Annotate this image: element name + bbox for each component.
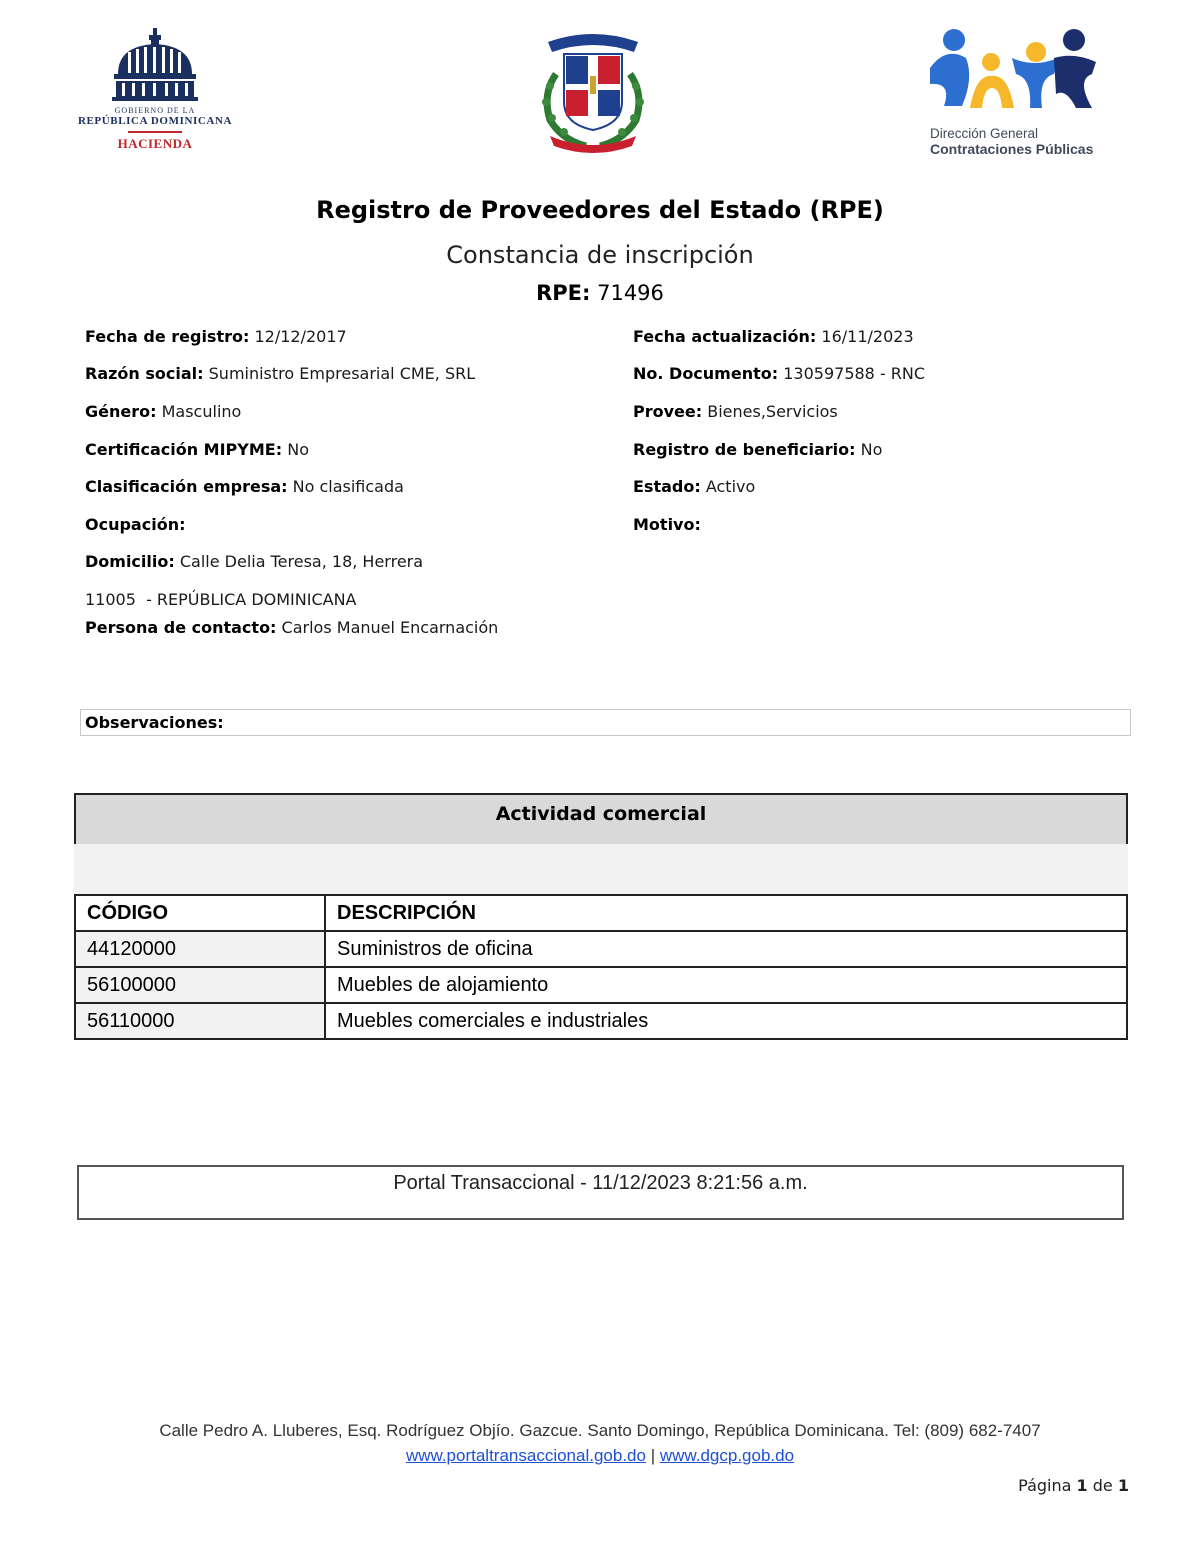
portal-link[interactable]: www.portaltransaccional.gob.do (405, 1446, 646, 1465)
cell-description: Muebles de alojamiento (325, 967, 1127, 1003)
dgcp-logo-line2: Contrataciones Públicas (930, 141, 1094, 157)
coat-of-arms-logo (528, 24, 658, 156)
field-label: Provee: (633, 402, 703, 421)
field-value: 130597588 - RNC (783, 364, 926, 383)
field-label: Domicilio: (85, 552, 175, 571)
field-registro-beneficiario (633, 440, 882, 459)
hacienda-logo-line1: GOBIERNO DE LA (114, 106, 196, 115)
page-label: Página (1018, 1476, 1072, 1495)
field-motivo (633, 515, 701, 534)
coat-of-arms-icon (528, 24, 658, 156)
column-header-descripcion: DESCRIPCIÓN (325, 895, 1127, 931)
field-domicilio-line2: 11005 - REPÚBLICA DOMINICANA (85, 590, 357, 609)
rpe-label: RPE: (536, 281, 591, 305)
field-certificacion-mipyme (85, 440, 309, 459)
field-value: No clasificada (292, 477, 404, 496)
hacienda-divider (128, 131, 182, 133)
field-fecha-actualizacion (633, 327, 914, 346)
cell-description: Suministros de oficina (325, 931, 1127, 967)
footer-links (0, 1446, 1200, 1466)
field-value: No (860, 440, 883, 459)
hacienda-logo-line3: HACIENDA (117, 136, 193, 151)
observations-label: Observaciones: (85, 713, 224, 732)
column-header-codigo: CÓDIGO (75, 895, 325, 931)
field-ocupacion (85, 515, 185, 534)
field-value: Carlos Manuel Encarnación (281, 618, 499, 637)
field-label: Certificación MIPYME: (85, 440, 283, 459)
field-label: Persona de contacto: (85, 618, 277, 637)
page-of: de (1092, 1476, 1113, 1495)
field-genero (85, 402, 241, 421)
cell-description: Muebles comerciales e industriales (325, 1003, 1127, 1039)
cell-code: 44120000 (75, 931, 325, 967)
field-label: Ocupación: (85, 515, 186, 534)
link-separator: | (650, 1446, 656, 1465)
field-razon-social (85, 364, 475, 383)
field-value: Calle Delia Teresa, 18, Herrera (179, 552, 424, 571)
field-label: Fecha de registro: (85, 327, 250, 346)
dgcp-link[interactable]: www.dgcp.gob.do (659, 1446, 795, 1465)
table-header-row (75, 895, 1127, 931)
field-clasificacion-empresa (85, 477, 404, 496)
cell-code: 56100000 (75, 967, 325, 1003)
field-persona-contacto (85, 618, 498, 637)
field-no-documento (633, 364, 925, 383)
field-label: Razón social: (85, 364, 204, 383)
field-label: Género: (85, 402, 157, 421)
document-title: Registro de Proveedores del Estado (RPE) (316, 196, 884, 224)
field-label: Clasificación empresa: (85, 477, 288, 496)
activity-spacer (74, 844, 1128, 894)
document-subtitle: Constancia de inscripción (446, 241, 754, 269)
field-value: Bienes,Servicios (707, 402, 838, 421)
table-row (75, 931, 1127, 967)
field-value: Activo (705, 477, 756, 496)
cell-code: 56110000 (75, 1003, 325, 1039)
capitol-dome-icon (70, 26, 240, 102)
field-value: Masculino (161, 402, 242, 421)
field-value: No (287, 440, 309, 459)
field-label: Estado: (633, 477, 701, 496)
field-estado (633, 477, 755, 496)
dgcp-logo (926, 28, 1106, 158)
field-label: No. Documento: (633, 364, 779, 383)
hacienda-logo (70, 26, 240, 160)
rpe-number (0, 281, 1200, 305)
field-provee (633, 402, 838, 421)
page-number (1018, 1476, 1129, 1495)
observations-box (80, 709, 1131, 736)
dgcp-logo-line1: Dirección General (930, 126, 1039, 141)
field-label: Registro de beneficiario: (633, 440, 856, 459)
table-row (75, 1003, 1127, 1039)
dgcp-people-icon (926, 28, 1098, 114)
field-domicilio (85, 552, 423, 571)
field-value: Suministro Empresarial CME, SRL (208, 364, 476, 383)
field-fecha-registro (85, 327, 347, 346)
activity-title: Actividad comercial (495, 803, 707, 825)
field-label: Fecha actualización: (633, 327, 817, 346)
page-total: 1 (1117, 1476, 1129, 1495)
table-row (75, 967, 1127, 1003)
activity-table (74, 894, 1128, 1040)
field-label: Motivo: (633, 515, 701, 534)
footer-address: Calle Pedro A. Lluberes, Esq. Rodríguez Objío. Gazcue. Santo Domingo, República Dominicana. Tel: (809) 682-7407 (159, 1421, 1041, 1440)
hacienda-logo-line2: REPÚBLICA DOMINICANA (77, 115, 233, 127)
page-current: 1 (1076, 1476, 1088, 1495)
field-value: 16/11/2023 (821, 327, 914, 346)
rpe-value: 71496 (597, 281, 664, 305)
field-value: 12/12/2017 (254, 327, 347, 346)
portal-timestamp: Portal Transaccional - 11/12/2023 8:21:56 a.m. (393, 1172, 808, 1194)
